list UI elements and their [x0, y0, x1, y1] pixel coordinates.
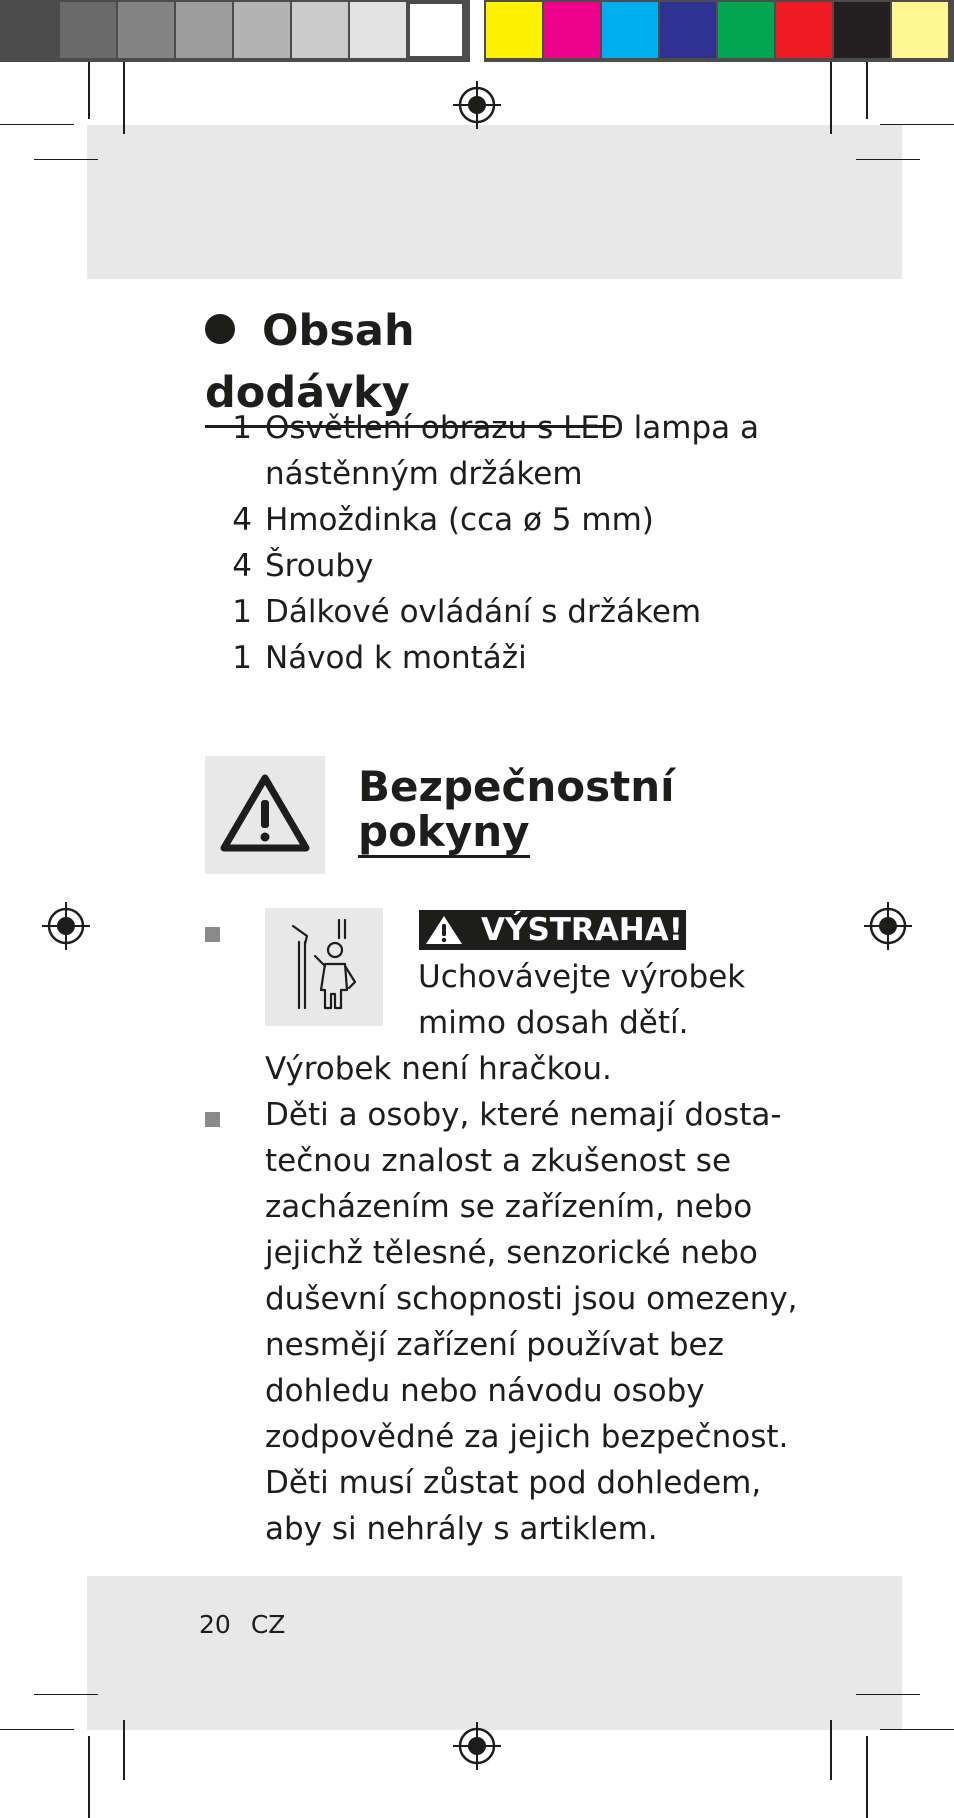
bullet-square-icon: [205, 1112, 220, 1127]
crop-mark: [856, 159, 920, 160]
warning-label-text: VÝSTRAHA!: [481, 912, 683, 948]
registration-mark-icon: [864, 902, 912, 950]
item-quantity: 1: [232, 640, 252, 676]
list-item: [222, 405, 762, 497]
contents-title: Obsah dodávky: [205, 306, 415, 418]
text-line: zacházením se zařízením, nebo: [265, 1189, 753, 1225]
registration-mark-icon: [453, 1722, 501, 1770]
color-swatch: [118, 2, 174, 58]
crop-mark: [0, 124, 74, 125]
item-text: Šrouby: [265, 548, 374, 584]
crop-mark: [34, 159, 98, 160]
registration-mark-icon: [453, 81, 501, 129]
crop-mark: [34, 1694, 98, 1695]
color-swatch: [350, 2, 406, 58]
crop-mark: [88, 62, 90, 119]
safety-title-line1: Bezpečnostní: [358, 762, 675, 811]
text-line: Výrobek není hračkou.: [265, 1051, 612, 1087]
item-quantity: 1: [232, 594, 252, 630]
safety-item-text: [265, 1046, 612, 1092]
color-swatch: [60, 2, 116, 58]
crop-mark: [880, 124, 954, 125]
text-line: aby si nehrály s artiklem.: [265, 1511, 658, 1547]
language-code: CZ: [250, 1610, 286, 1639]
warning-triangle-icon: [205, 756, 325, 874]
safety-warning-box: [205, 756, 325, 874]
text-line: Děti a osoby, které nemají dosta-: [265, 1097, 782, 1133]
item-quantity: 4: [232, 502, 252, 538]
list-item: [222, 543, 762, 589]
page-number: 20: [199, 1610, 231, 1639]
list-item: [222, 589, 762, 635]
text-line: duševní schopnosti jsou omezeny,: [265, 1281, 798, 1317]
printer-color-bar: [0, 0, 954, 62]
color-swatch: [408, 2, 464, 58]
safety-heading: [358, 764, 688, 858]
color-swatch: [776, 2, 832, 58]
color-swatch: [892, 2, 948, 58]
item-quantity: 4: [232, 548, 252, 584]
color-swatch: [2, 2, 58, 58]
header-band: [87, 125, 902, 279]
list-item: [222, 635, 762, 681]
crop-mark: [830, 1720, 832, 1780]
item-text: nástěnným držákem: [265, 456, 583, 492]
footer-band: [87, 1576, 902, 1730]
item-text: Hmoždinka (cca ø 5 mm): [265, 502, 654, 538]
color-swatch: [234, 2, 290, 58]
item-quantity: 1: [232, 410, 252, 446]
crop-mark: [0, 1729, 74, 1730]
color-swatch: [660, 2, 716, 58]
text-line: zodpovědné za jejich bezpečnost.: [265, 1419, 789, 1455]
safety-item-text: [265, 1092, 798, 1552]
warning-triangle-icon: [423, 913, 465, 947]
text-line: Děti musí zůstat pod dohledem,: [265, 1465, 762, 1501]
color-swatch: [602, 2, 658, 58]
crop-mark: [830, 62, 832, 134]
safety-title-line2: pokyny: [358, 807, 530, 856]
page-footer: [199, 1607, 285, 1643]
contents-list: [222, 405, 762, 681]
child-hazard-icon: [265, 908, 383, 1026]
text-line: jejichž tělesné, senzorické nebo: [265, 1235, 758, 1271]
text-line: Uchovávejte výrobek: [418, 959, 746, 995]
color-swatch: [544, 2, 600, 58]
crop-mark: [88, 1736, 90, 1818]
text-line: dohledu nebo návodu osoby: [265, 1373, 705, 1409]
child-warning-pictogram: [265, 908, 383, 1026]
safety-item-text: [418, 954, 745, 1046]
registration-mark-icon: [42, 902, 90, 950]
color-swatch: [486, 2, 542, 58]
heading-bullet-icon: [205, 314, 235, 344]
item-text: Návod k montáži: [265, 640, 527, 676]
color-swatch: [718, 2, 774, 58]
text-line: nesmějí zařízení používat bez: [265, 1327, 724, 1363]
crop-mark: [856, 1694, 920, 1695]
crop-mark: [123, 62, 125, 134]
color-swatch: [292, 2, 348, 58]
crop-mark: [123, 1720, 125, 1780]
item-text: Osvětlení obrazu s LED lampa a: [265, 410, 760, 446]
warning-label: [419, 910, 686, 950]
text-line: tečnou znalost a zkušenost se: [265, 1143, 732, 1179]
color-swatch: [834, 2, 890, 58]
crop-mark: [866, 62, 868, 119]
list-item: [222, 497, 762, 543]
color-swatch: [176, 2, 232, 58]
crop-mark: [866, 1736, 868, 1818]
item-text: Dálkové ovládání s držákem: [265, 594, 702, 630]
crop-mark: [880, 1729, 954, 1730]
text-line: mimo dosah dětí.: [418, 1005, 689, 1041]
bullet-square-icon: [205, 927, 220, 942]
